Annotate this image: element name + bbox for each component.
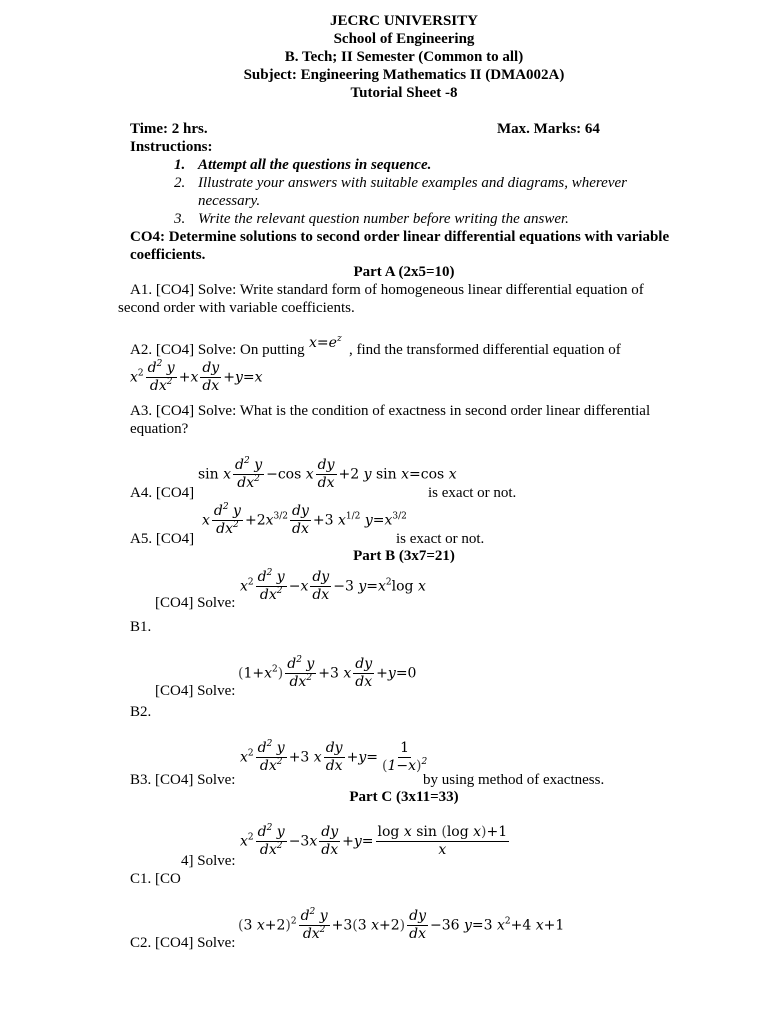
question-a3-line1: A3. [CO4] Solve: What is the condition of exactness in second order linear differential: [130, 403, 651, 419]
question-a4-label: A4. [CO4]: [130, 485, 195, 501]
c1-equation: $x^2$ $\frac{d^2 y}{dx^2}$ −3x $\frac{dy}{dx}$ +y= $\frac{\text{log x sin (log x)+1}}{x}$: [240, 823, 508, 858]
question-a2-prefix: A2. [CO4] Solve: On putting: [130, 342, 305, 358]
time-label: Time: 2 hrs.: [130, 121, 208, 137]
instruction-2-cont: necessary.: [198, 193, 261, 209]
university-name: JECRC UNIVERSITY: [330, 13, 478, 29]
part-c-title: Part C (3x11=33): [349, 789, 459, 805]
instruction-2-num: 2.: [174, 175, 186, 191]
question-b3-label: B3. [CO4] Solve:: [130, 772, 236, 788]
instruction-3-num: 3.: [174, 211, 186, 227]
a2-equation: $x^2$ $\frac{d^2 y}{dx^2}$ +x $\frac{dy}{dx}$ +y=x: [130, 359, 263, 394]
question-a5-label: A5. [CO4]: [130, 531, 195, 547]
question-b1-label: B1.: [130, 619, 152, 635]
question-b2-label: B2.: [130, 704, 152, 720]
school-name: School of Engineering: [333, 31, 475, 47]
max-marks: Max. Marks: 64: [497, 121, 600, 137]
b3-equation: $x^2$ $\frac{d^2 y}{dx^2}$ +3 x $\frac{dy}{dx}$ +y= $\frac{1}{(1-x)^2}$: [240, 739, 428, 774]
co-statement-line1: CO4: Determine solutions to second order linear differential equations with variable: [130, 229, 670, 245]
question-a1-line1: A1. [CO4] Solve: Write standard form of homogeneous linear differential equation of: [130, 282, 644, 298]
question-c2-label: C2. [CO4] Solve:: [130, 935, 236, 951]
question-a1-line2: second order with variable coefficients.: [118, 300, 355, 316]
b2-equation: $(1+x^2)$ $\frac{d^2 y}{dx^2}$ +3 x $\frac{dy}{dx}$ +y=0: [238, 655, 417, 690]
instruction-1-num: 1.: [174, 157, 186, 173]
a4-equation: sin x $\frac{d^2 y}{dx^2}$ −cos x $\frac{dy}{dx}$ +2 y sin x=cos x: [198, 456, 457, 491]
question-b2-solve: [CO4] Solve:: [155, 683, 236, 699]
a5-equation: x $\frac{d^2 y}{dx^2}$ $+2x^{3/2}$ $\frac{dy}{dx}$ +3 $x^{1/2}$ $y=x^{3/2}$: [202, 502, 407, 537]
question-b1-solve: [CO4] Solve:: [155, 595, 236, 611]
part-a-title: Part A (2x5=10): [353, 264, 455, 280]
sheet-title: Tutorial Sheet -8: [350, 85, 458, 101]
question-b3-suffix: by using method of exactness.: [423, 772, 605, 788]
subject-line: Subject: Engineering Mathematics II (DMA002A): [243, 67, 565, 83]
instruction-1-text: Attempt all the questions in sequence.: [198, 157, 432, 173]
question-c1-solve: 4] Solve:: [181, 853, 236, 869]
question-a5-suffix: is exact or not.: [396, 531, 485, 547]
part-b-title: Part B (3x7=21): [353, 548, 455, 564]
a2-substitution-formula: $x=e^z$: [309, 334, 342, 351]
question-a2-suffix: , find the transformed differential equation of: [349, 342, 621, 358]
instruction-3-text: Write the relevant question number before writing the answer.: [198, 211, 569, 227]
question-a3-line2: equation?: [130, 421, 189, 437]
instructions-label: Instructions:: [130, 139, 213, 155]
program-line: B. Tech; II Semester (Common to all): [284, 49, 524, 65]
question-c1-label: C1. [CO: [130, 871, 181, 887]
co-statement-line2: coefficients.: [130, 247, 206, 263]
instruction-2-text: Illustrate your answers with suitable examples and diagrams, wherever: [198, 175, 627, 191]
b1-equation: $x^2$ $\frac{d^2 y}{dx^2}$ −x $\frac{dy}{dx}$ −3 $y=x^2\log$ x: [240, 568, 426, 603]
c2-equation: (3 x+2)$^2$ $\frac{d^2 y}{dx^2}$ +3(3 x+2) $\frac{dy}{dx}$ −36 y=3 $x^2+4$ x+1: [238, 907, 565, 942]
question-a4-suffix: is exact or not.: [428, 485, 517, 501]
